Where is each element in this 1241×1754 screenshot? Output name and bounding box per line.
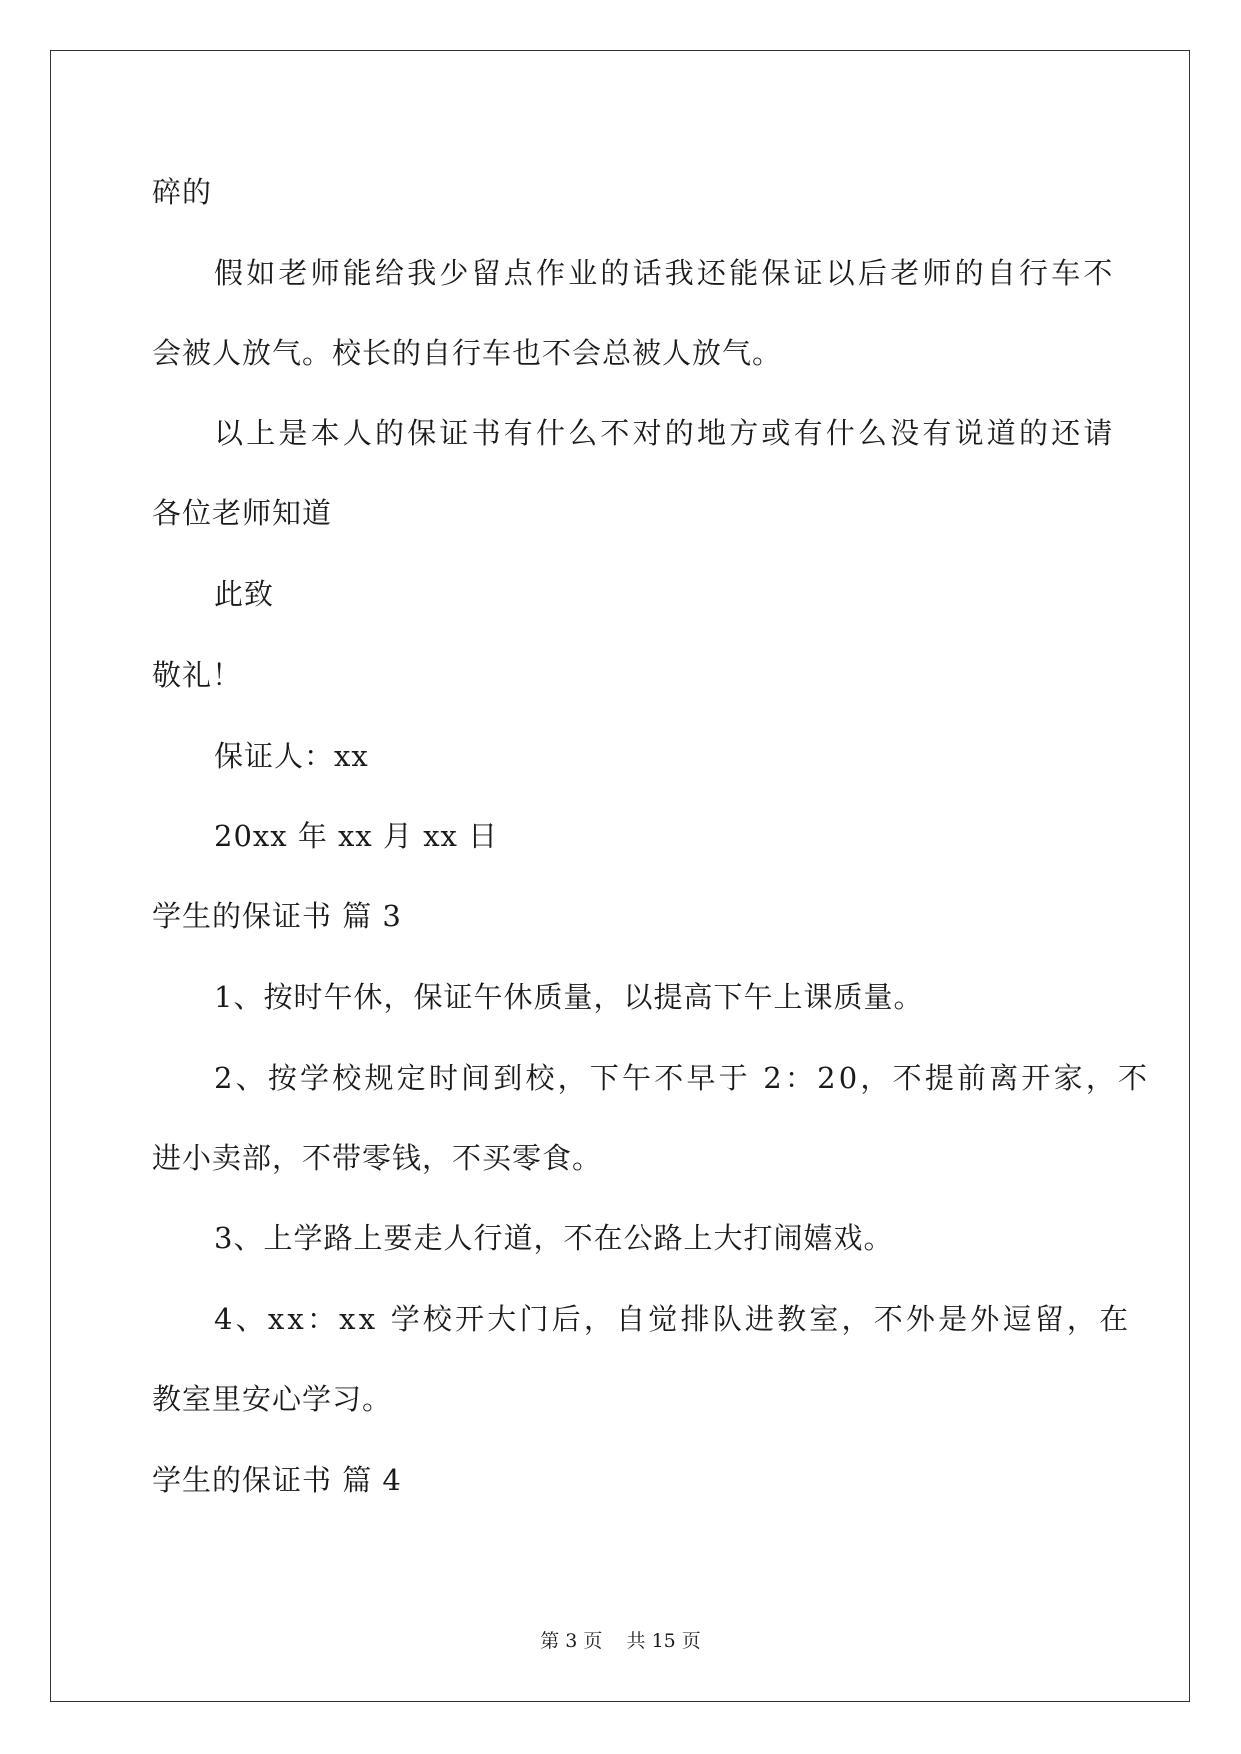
list-item-continuation: 进小卖部，不带零钱，不买零食。 (152, 1141, 603, 1175)
text-line: 碎的 (152, 175, 213, 209)
list-item: 2、按学校规定时间到校，下午不早于 2：20，不提前离开家，不 (214, 1061, 1151, 1095)
section-heading: 学生的保证书 篇 4 (152, 1463, 402, 1497)
signature-line: 保证人：xx (214, 739, 369, 773)
page-number: 第 3 页 共 15 页 (540, 1630, 701, 1652)
salutation-line: 敬礼！ (152, 658, 243, 692)
salutation-line: 此致 (214, 577, 275, 611)
text-line: 会被人放气。校长的自行车也不会总被人放气。 (152, 336, 783, 370)
section-heading: 学生的保证书 篇 3 (152, 899, 402, 933)
list-item-continuation: 教室里安心学习。 (152, 1382, 393, 1416)
text-line: 假如老师能给我少留点作业的话我还能保证以后老师的自行车不 (214, 256, 1116, 290)
list-item: 4、xx：xx 学校开大门后，自觉排队进教室，不外是外逗留，在 (214, 1302, 1132, 1336)
date-line: 20xx 年 xx 月 xx 日 (214, 819, 499, 853)
page-border (50, 50, 1190, 1702)
list-item: 3、上学路上要走人行道，不在公路上大打闹嬉戏。 (214, 1221, 894, 1255)
text-line: 以上是本人的保证书有什么不对的地方或有什么没有说道的还请 (214, 416, 1116, 450)
list-item: 1、按时午休，保证午休质量，以提高下午上课质量。 (214, 980, 924, 1014)
text-line: 各位老师知道 (152, 496, 333, 530)
